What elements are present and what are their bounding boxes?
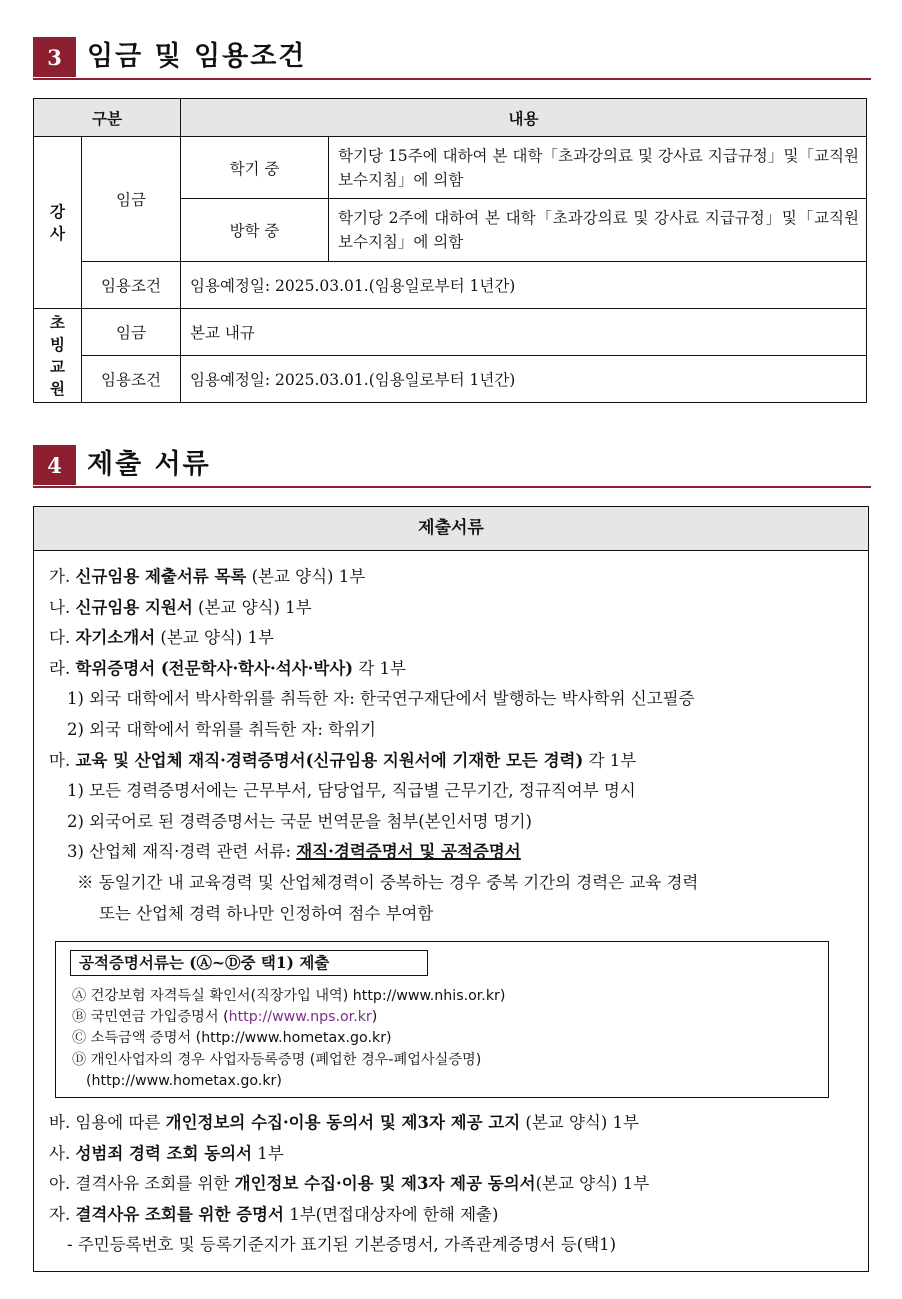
sub-item: 2) 외국어로 된 경력증명서는 국문 번역문을 첨부(본인서명 명기) — [67, 811, 532, 831]
list-item: 바. 임용에 따른 개인정보의 수집·이용 동의서 및 제3자 제공 고지 (본교 양식) 1부 — [49, 1113, 639, 1132]
list-item: 다. 자기소개서 (본교 양식) 1부 — [49, 628, 274, 648]
section-number: 4 — [33, 445, 76, 485]
sub-item: 3) 산업체 재직·경력 관련 서류: 재직·경력증명서 및 공적증명서 — [67, 842, 521, 862]
semester-label: 학기 중 — [181, 137, 329, 199]
cert-item: Ⓓ 개인사업자의 경우 사업자등록증명 (폐업한 경우-폐업사실증명) — [72, 1051, 482, 1068]
note-line: ※ 동일기간 내 교육경력 및 산업체경력이 중복하는 경우 중복 기간의 경력은 교육 경력 — [77, 872, 699, 892]
public-certificate-box — [55, 941, 829, 1098]
section-4-header — [33, 445, 871, 489]
documents-header: 제출서류 — [34, 507, 868, 551]
section-divider — [33, 78, 871, 80]
cert-item: Ⓐ 건강보험 자격득실 확인서(직장가입 내역) http://www.nhis.or.kr) — [72, 988, 506, 1004]
documents-list — [49, 562, 858, 929]
sub-item: - 주민등록번호 및 등록기준지가 표기된 기본증명서, 가족관계증명서 등(택1) — [67, 1235, 617, 1255]
cert-item: Ⓑ 국민연금 가입증명서 (http://www.nps.or.kr) — [72, 1009, 378, 1026]
documents-box — [33, 506, 869, 1272]
list-item: 마. 교육 및 산업체 재직·경력증명서(신규임용 지원서에 기재한 모든 경력) 각 1부 — [49, 750, 637, 770]
cert-item: (http://www.hometax.go.kr) — [86, 1072, 282, 1089]
table-header-category: 구분 — [34, 99, 181, 137]
lecturer-appoint-label: 임용조건 — [82, 262, 181, 309]
cert-item: Ⓒ 소득금액 증명서 (http://www.hometax.go.kr) — [72, 1030, 392, 1047]
list-item: 가. 신규임용 제출서류 목록 (본교 양식) 1부 — [49, 567, 366, 586]
semester-text: 학기당 15주에 대하여 본 대학「초과강의료 및 강사료 지급규정」및「교직원 보수지침」에 의함 — [329, 137, 867, 199]
list-item: 사. 성범죄 경력 조회 동의서 1부 — [49, 1143, 284, 1163]
sub-item: 1) 모든 경력증명서에는 근무부서, 담당업무, 직급별 근무기간, 정규직여부 명시 — [67, 781, 636, 801]
wage-conditions-table — [33, 98, 867, 403]
invited-wage-text: 본교 내규 — [181, 309, 867, 356]
invited-appoint-text: 임용예정일: 2025.03.01.(임용일로부터 1년간) — [181, 356, 867, 403]
section-title: 임금 및 임용조건 — [87, 41, 307, 72]
section-3-header — [33, 37, 871, 81]
vacation-text: 학기당 2주에 대하여 본 대학「초과강의료 및 강사료 지급규정」및「교직원 보수지침」에 의함 — [329, 199, 867, 262]
invited-wage-label: 임금 — [82, 309, 181, 356]
lecturer-wage-label: 임금 — [82, 137, 181, 262]
sub-item: 2) 외국 대학에서 학위를 취득한 자: 학위기 — [67, 719, 376, 739]
section-title: 제출 서류 — [87, 449, 211, 480]
list-item: 나. 신규임용 지원서 (본교 양식) 1부 — [49, 597, 312, 617]
list-item: 아. 결격사유 조회를 위한 개인정보 수집·이용 및 제3자 제공 동의서(본교 양식) 1부 — [49, 1174, 650, 1194]
section-divider — [33, 486, 871, 488]
vacation-label: 방학 중 — [181, 199, 329, 262]
sub-item: 1) 외국 대학에서 박사학위를 취득한 자: 한국연구재단에서 발행하는 박사학위 신고필증 — [67, 689, 695, 709]
row-label-lecturer: 강 사 — [34, 137, 82, 309]
cert-list — [72, 986, 505, 1092]
nps-link[interactable]: http://www.nps.or.kr — [228, 1009, 372, 1026]
table-header-content: 내용 — [181, 99, 867, 137]
list-item: 라. 학위증명서 (전문학사·학사·석사·박사) 각 1부 — [49, 658, 406, 678]
documents-list-continued — [49, 1108, 858, 1261]
section-number: 3 — [33, 37, 76, 77]
note-line: 또는 산업체 경력 하나만 인정하여 점수 부여함 — [99, 903, 434, 923]
invited-appoint-label: 임용조건 — [82, 356, 181, 403]
list-item: 자. 결격사유 조회를 위한 증명서 1부(면접대상자에 한해 제출) — [49, 1204, 499, 1224]
row-label-invited: 초 빙 교 원 — [34, 309, 82, 403]
cert-box-title: 공적증명서류는 (Ⓐ~Ⓓ중 택1) 제출 — [70, 950, 428, 976]
lecturer-appoint-text: 임용예정일: 2025.03.01.(임용일로부터 1년간) — [181, 262, 867, 309]
